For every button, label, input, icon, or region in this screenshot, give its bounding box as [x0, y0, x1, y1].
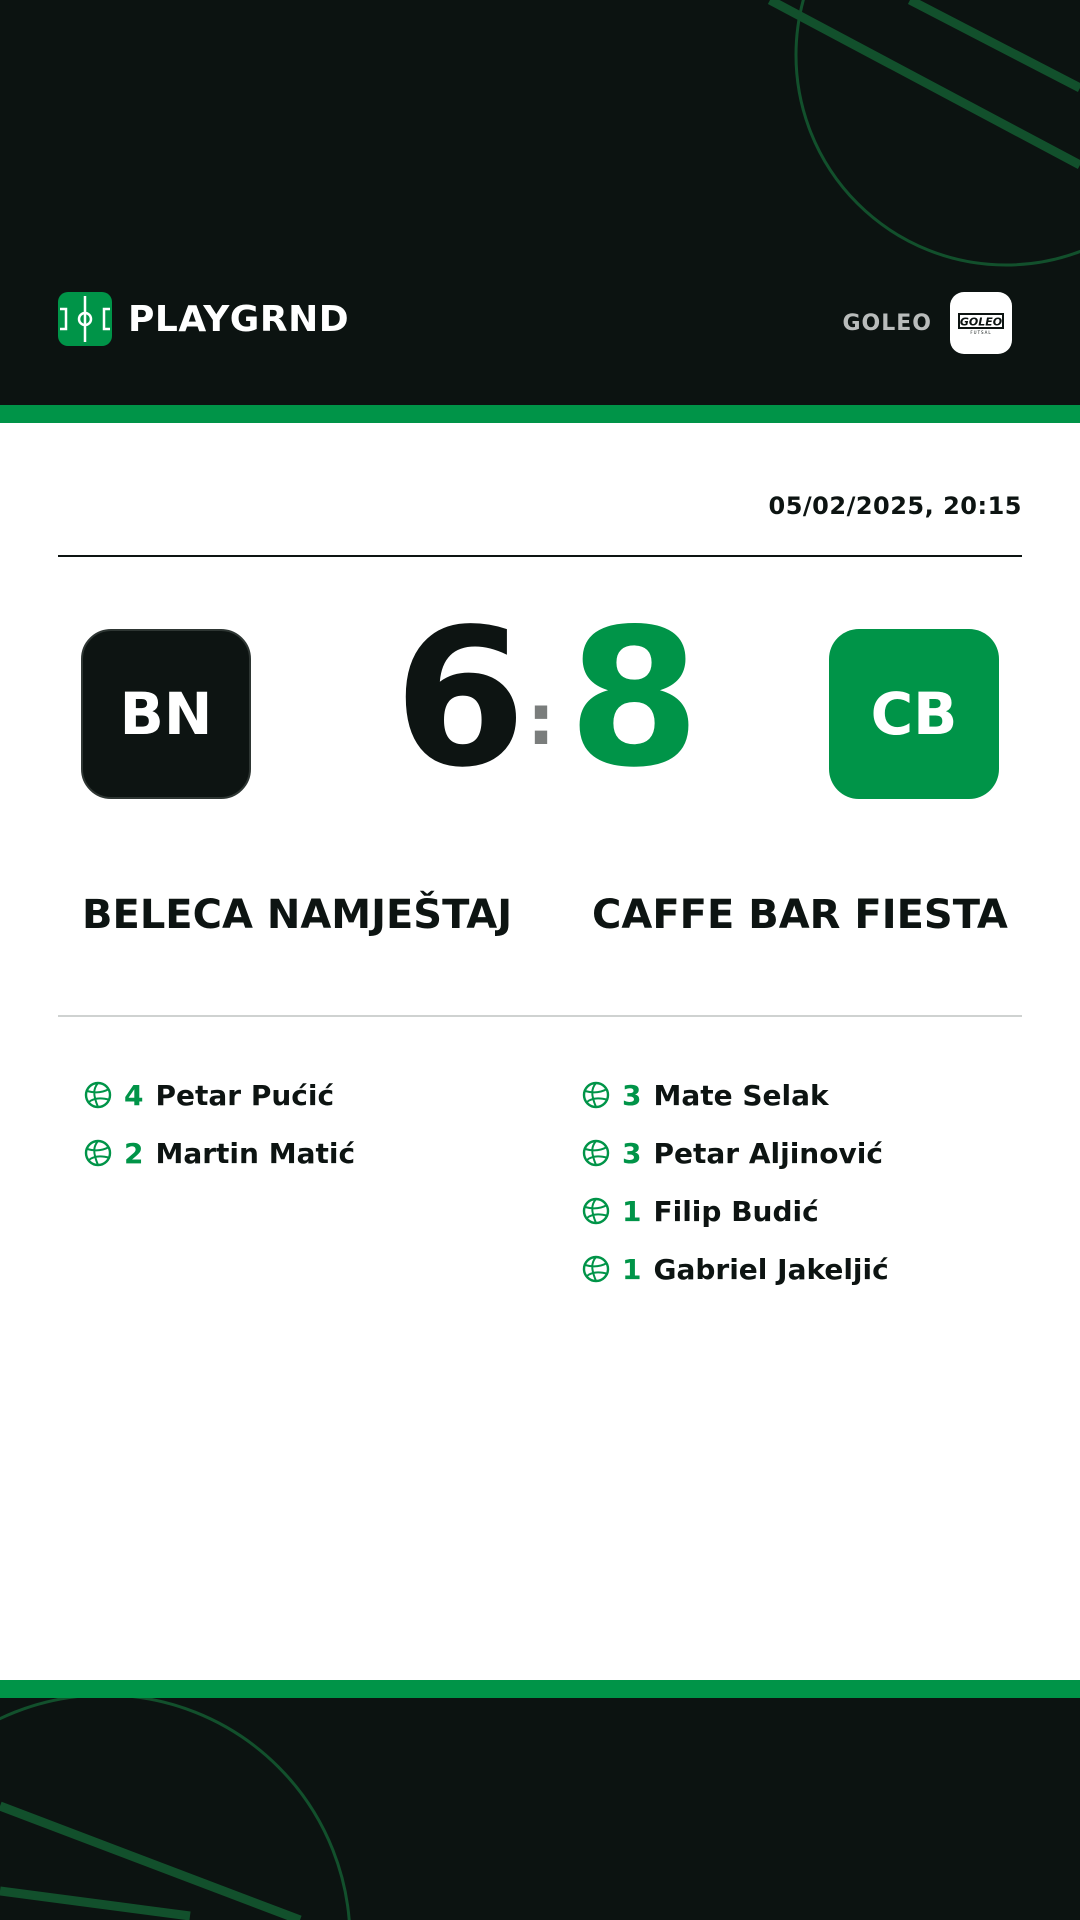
away-team-name: CAFFE BAR FIESTA	[592, 892, 1008, 938]
match-datetime: 05/02/2025, 20:15	[768, 492, 1022, 520]
top-accent-stripe	[0, 405, 1080, 423]
ball-icon	[84, 1081, 112, 1109]
away-scorers-list	[582, 1066, 889, 1298]
home-score: 6	[394, 588, 527, 809]
scorer-goals: 1	[622, 1252, 642, 1286]
brand[interactable]	[58, 292, 349, 346]
partner[interactable]	[842, 292, 1012, 354]
pitch-icon	[58, 292, 112, 346]
scorer-goals: 1	[622, 1194, 642, 1228]
ball-icon	[582, 1255, 610, 1283]
header-panel	[0, 0, 1080, 405]
divider	[58, 555, 1022, 557]
scorer-name: Filip Budić	[653, 1194, 819, 1228]
score-separator: :	[527, 679, 555, 761]
home-scorers-list	[84, 1066, 355, 1182]
divider	[58, 1015, 1022, 1017]
scorer-name: Petar Pućić	[155, 1078, 335, 1112]
ball-icon	[582, 1081, 610, 1109]
partner-name: GOLEO	[842, 310, 932, 336]
ball-icon	[582, 1139, 610, 1167]
away-score: 8	[568, 588, 701, 809]
footer-panel	[0, 1698, 1080, 1920]
scorer-item	[582, 1182, 889, 1240]
brand-name: PLAYGRND	[128, 298, 350, 340]
scorer-name: Mate Selak	[653, 1078, 829, 1112]
scorer-goals: 2	[124, 1136, 144, 1170]
scorer-goals: 4	[124, 1078, 144, 1112]
scorer-item	[582, 1124, 889, 1182]
bottom-accent-stripe	[0, 1680, 1080, 1698]
ball-icon	[582, 1197, 610, 1225]
home-team-name: BELECA NAMJEŠTAJ	[82, 892, 513, 938]
scorer-item	[84, 1066, 355, 1124]
scorer-item	[582, 1066, 889, 1124]
partner-logo-text: GOLEO	[959, 315, 1003, 329]
home-team-badge: BN	[81, 629, 251, 799]
scorer-item	[582, 1240, 889, 1298]
scorer-name: Petar Aljinović	[653, 1136, 883, 1170]
partner-logo-subtext: FUTSAL	[970, 330, 992, 335]
ball-icon	[84, 1139, 112, 1167]
scorer-goals: 3	[622, 1078, 642, 1112]
partner-logo	[950, 292, 1012, 354]
scorer-name: Gabriel Jakeljić	[653, 1252, 889, 1286]
scorer-item	[84, 1124, 355, 1182]
away-team-badge: CB	[829, 629, 999, 799]
pitch-lines-decoration	[0, 1698, 1080, 1920]
scorer-name: Martin Matić	[155, 1136, 356, 1170]
scorer-goals: 3	[622, 1136, 642, 1170]
